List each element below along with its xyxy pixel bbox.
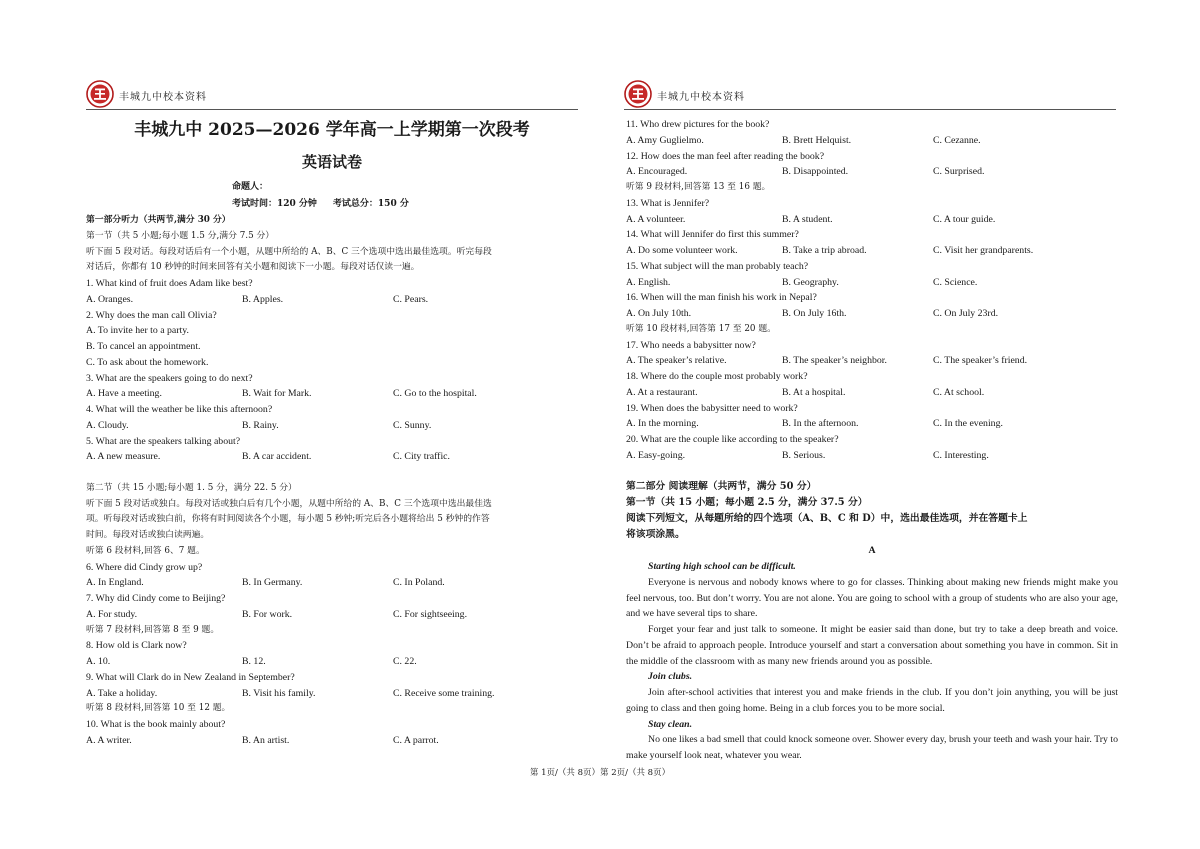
- option-b: B. Visit his family.: [242, 687, 316, 699]
- question-5: 5. What are the speakers talking about?: [86, 435, 241, 447]
- option-b: B. For work.: [242, 608, 293, 620]
- reading-instruction: 阅读下列短文，从每题所给的四个选项（A、B、C 和 D）中，选出最佳选项，并在答题卡上: [626, 513, 1028, 525]
- option-b: B. Apples.: [242, 293, 284, 305]
- option-a: A. Oranges.: [86, 293, 134, 305]
- left-column: [86, 117, 578, 749]
- section2-instruction: 时间。每段对话或独白读两遍。: [86, 530, 210, 540]
- passage-title: Starting high school can be difficult.: [648, 561, 796, 572]
- material-note: 听第 6 段材料,回答 6、7 题。: [86, 545, 205, 556]
- option-b: B. A car accident.: [242, 451, 312, 463]
- option-c: C. Visit her grandparents.: [933, 245, 1034, 256]
- question-17: 17. Who needs a babysitter now?: [626, 339, 756, 351]
- option-c: C. For sightseeing.: [393, 608, 468, 620]
- passage-heading: Stay clean.: [648, 718, 693, 730]
- options-7: [86, 607, 578, 623]
- question-1: 1. What kind of fruit does Adam like best?: [86, 278, 253, 289]
- header-divider: [624, 109, 1116, 110]
- option-b: B. Disappointed.: [782, 166, 849, 178]
- option-a: A. Amy Guglielmo.: [626, 134, 704, 146]
- school-name: 丰城九中校本资料: [657, 92, 745, 103]
- option-c: C. Science.: [933, 276, 978, 288]
- right-column: [626, 117, 1118, 764]
- section2-instruction: 听下面 5 段对话或独白。每段对话或独白后有几个小题，从题中所给的 A、B、C 三个选项中选出最佳选: [86, 498, 492, 509]
- options-19: [626, 416, 1118, 432]
- material-note: 听第 9 段材料,回答第 13 至 16 题。: [626, 182, 771, 192]
- reading-section-title: 第一节（共 15 小题；每小题 2.5 分，满分 37.5 分）: [626, 497, 868, 509]
- page-footer: 第 1页/（共 8页）第 2页/（共 8页）: [529, 768, 671, 778]
- question-16: 16. When will the man finish his work in Nepal?: [626, 292, 817, 304]
- options-4: [86, 418, 578, 434]
- option-b: B. Geography.: [782, 276, 839, 288]
- options-11: [626, 133, 1118, 149]
- option-a: A. Easy-going.: [626, 449, 686, 461]
- question-14: 14. What will Jennifer do first this summer?: [626, 229, 799, 241]
- question-8: 8. How old is Clark now?: [86, 640, 187, 652]
- option-a: A. English.: [626, 276, 671, 288]
- option-a: A. At a restaurant.: [626, 386, 698, 398]
- option-b: B. In Germany.: [242, 577, 303, 589]
- page-header: [624, 80, 1116, 110]
- option-b: B. Take a trip abroad.: [782, 245, 867, 256]
- material-note: 听第 10 段材料,回答第 17 至 20 题。: [626, 323, 776, 334]
- material-note: 听第 8 段材料,回答第 10 至 12 题。: [86, 703, 231, 714]
- section1-instruction: 听下面 5 段对话。每段对话后有一个小题，从题中所给的 A、B、C 三个选项中选出最佳选项。听完每段: [86, 246, 492, 257]
- option-b: B. A student.: [782, 213, 833, 225]
- option-c: C. In Poland.: [393, 577, 445, 589]
- option-a: A. On July 10th.: [626, 308, 692, 319]
- options-15: [626, 275, 1118, 291]
- passage-heading: Join clubs.: [648, 671, 693, 683]
- option-a: A. A writer.: [86, 734, 132, 746]
- section1-instruction: 对话后，你都有 10 秒钟的时间来回答有关小题和阅读下一小题。每段对话仅读一遍。: [86, 262, 420, 273]
- exam-title: 丰城九中 2025—2026 学年高一上学期第一次段考: [134, 120, 530, 140]
- option-a: A. 10.: [86, 656, 111, 667]
- section1-title: 第一节（共 5 小题;每小题 1.5 分,满分 7.5 分）: [86, 230, 275, 241]
- option-c: C. Interesting.: [933, 449, 989, 461]
- passage-paragraph: Join after-school activities that interest you and make friends in the club. If you don’t join anything, you will be just going to class and then going home. Being in a club forces you to be more social.: [626, 687, 1118, 714]
- option-b: B. The speaker’s neighbor.: [782, 355, 887, 367]
- option-c: C. City traffic.: [393, 451, 450, 463]
- option-a: A. To invite her to a party.: [86, 325, 189, 337]
- option-a: A. In England.: [86, 577, 144, 589]
- page-header: [86, 80, 578, 110]
- question-18: 18. Where do the couple most probably work?: [626, 371, 808, 382]
- reading-instruction: 将该项涂黑。: [626, 529, 685, 541]
- options-16: [626, 306, 1118, 322]
- reading-part-title: 第二部分 阅读理解（共两节，满分 50 分）: [626, 481, 817, 493]
- question-10: 10. What is the book mainly about?: [86, 719, 226, 730]
- header-divider: [86, 109, 578, 110]
- options-18: [626, 385, 1118, 401]
- option-a: A. The speaker’s relative.: [626, 355, 727, 367]
- school-logo-icon: [86, 80, 114, 108]
- section2-instruction: 项。听每段对话或独白前，你将有时间阅读各个小题，每小题 5 秒钟;听完后各小题将给出 5 秒钟的作答: [86, 514, 490, 525]
- option-c: C. Pears.: [393, 293, 429, 305]
- passage-label: A: [868, 545, 876, 557]
- option-c: C. Sunny.: [393, 419, 432, 431]
- option-c: C. Cezanne.: [933, 134, 981, 146]
- options-6: [86, 575, 578, 591]
- section2-title: 第二节（共 15 小题;每小题 1. 5 分，满分 22. 5 分）: [86, 482, 297, 493]
- options-1: [86, 292, 578, 308]
- question-13: 13. What is Jennifer?: [626, 197, 710, 209]
- option-b: B. Serious.: [782, 449, 826, 461]
- exam-info: [86, 196, 578, 213]
- option-b: B. 12.: [242, 656, 266, 667]
- option-c: C. Receive some training.: [393, 687, 495, 699]
- option-a: A. Have a meeting.: [86, 388, 162, 400]
- option-a: A. Do some volunteer work.: [626, 245, 738, 256]
- option-c: C. A tour guide.: [933, 213, 996, 225]
- question-15: 15. What subject will the man probably teach?: [626, 260, 809, 272]
- listening-part-title: 第一部分听力（共两节,满分 30 分）: [86, 215, 231, 225]
- question-11: 11. Who drew pictures for the book?: [626, 119, 770, 130]
- options-17: [626, 353, 1118, 369]
- question-20: 20. What are the couple like according to the speaker?: [626, 434, 839, 445]
- options-13: [626, 212, 1118, 228]
- question-4: 4. What will the weather be like this afternoon?: [86, 404, 273, 415]
- option-c: C. 22.: [393, 656, 417, 667]
- options-14: [626, 243, 1118, 259]
- exam-subject: 英语试卷: [301, 153, 362, 171]
- option-a: A. A new measure.: [86, 451, 161, 463]
- school-name: 丰城九中校本资料: [119, 92, 207, 103]
- passage-paragraph: Forget your fear and just talk to someone. It might be easier said than done, but try to take a deep breath and voice. Don’t be afraid to approach people. Introduce yourself and start a conversation about something you have in common. Sit in the middle of the classroom with as many new friends around you as possible.: [626, 624, 1118, 667]
- question-2: 2. Why does the man call Olivia?: [86, 309, 217, 321]
- option-c: C. At school.: [933, 386, 985, 398]
- passage-paragraph: No one likes a bad smell that could knock someone over. Shower every day, brush your teeth and wash your hair. Try to make yourself look neat, whatever you wear.: [626, 734, 1118, 761]
- option-b: B. Rainy.: [242, 419, 279, 431]
- options-12: [626, 164, 1118, 180]
- option-b: B. An artist.: [242, 734, 290, 746]
- option-b: B. To cancel an appointment.: [86, 341, 201, 352]
- option-a: A. For study.: [86, 608, 138, 620]
- option-c: C. Surprised.: [933, 166, 985, 178]
- question-3: 3. What are the speakers going to do next?: [86, 372, 253, 384]
- options-10: [86, 733, 578, 749]
- option-b: B. At a hospital.: [782, 386, 846, 398]
- option-b: B. Brett Helquist.: [782, 134, 852, 146]
- option-b: B. On July 16th.: [782, 308, 847, 319]
- right-page: [600, 0, 1200, 849]
- question-19: 19. When does the babysitter need to work?: [626, 402, 798, 414]
- option-a: A. Cloudy.: [86, 419, 129, 431]
- question-12: 12. How does the man feel after reading the book?: [626, 150, 825, 162]
- question-7: 7. Why did Cindy come to Beijing?: [86, 593, 226, 604]
- question-6: 6. Where did Cindy grow up?: [86, 561, 203, 573]
- option-a: A. Take a holiday.: [86, 687, 158, 699]
- question-9: 9. What will Clark do in New Zealand in September?: [86, 671, 295, 683]
- option-b: B. In the afternoon.: [782, 418, 859, 430]
- option-c: C. A parrot.: [393, 734, 439, 746]
- options-9: [86, 686, 578, 702]
- options-20: [626, 448, 1118, 464]
- setter-label: 命题人：: [232, 182, 269, 192]
- option-c: C. On July 23rd.: [933, 308, 999, 319]
- exam-score: 考试总分：150 分: [332, 199, 409, 209]
- material-note: 听第 7 段材料,回答第 8 至 9 题。: [86, 624, 220, 635]
- option-c: C. Go to the hospital.: [393, 388, 477, 400]
- passage-paragraph: Everyone is nervous and nobody knows where to go for classes. Thinking about making new friends might make you feel nervous, too. But don’t worry. You are not alone. You are going to school with a group of students who are also your age, and we have several tips to share.: [626, 576, 1118, 620]
- option-c: C. To ask about the homework.: [86, 356, 209, 368]
- exam-time: 考试时间：120 分钟: [232, 199, 317, 209]
- option-c: C. In the evening.: [933, 418, 1003, 430]
- option-a: A. Encouraged.: [626, 166, 688, 178]
- option-a: A. A volunteer.: [626, 213, 686, 225]
- option-a: A. In the morning.: [626, 418, 699, 430]
- option-b: B. Wait for Mark.: [242, 388, 312, 400]
- option-c: C. The speaker’s friend.: [933, 355, 1028, 367]
- options-5: [86, 449, 578, 465]
- school-logo-icon: [624, 80, 652, 108]
- options-3: [86, 386, 578, 402]
- options-8: [86, 654, 578, 670]
